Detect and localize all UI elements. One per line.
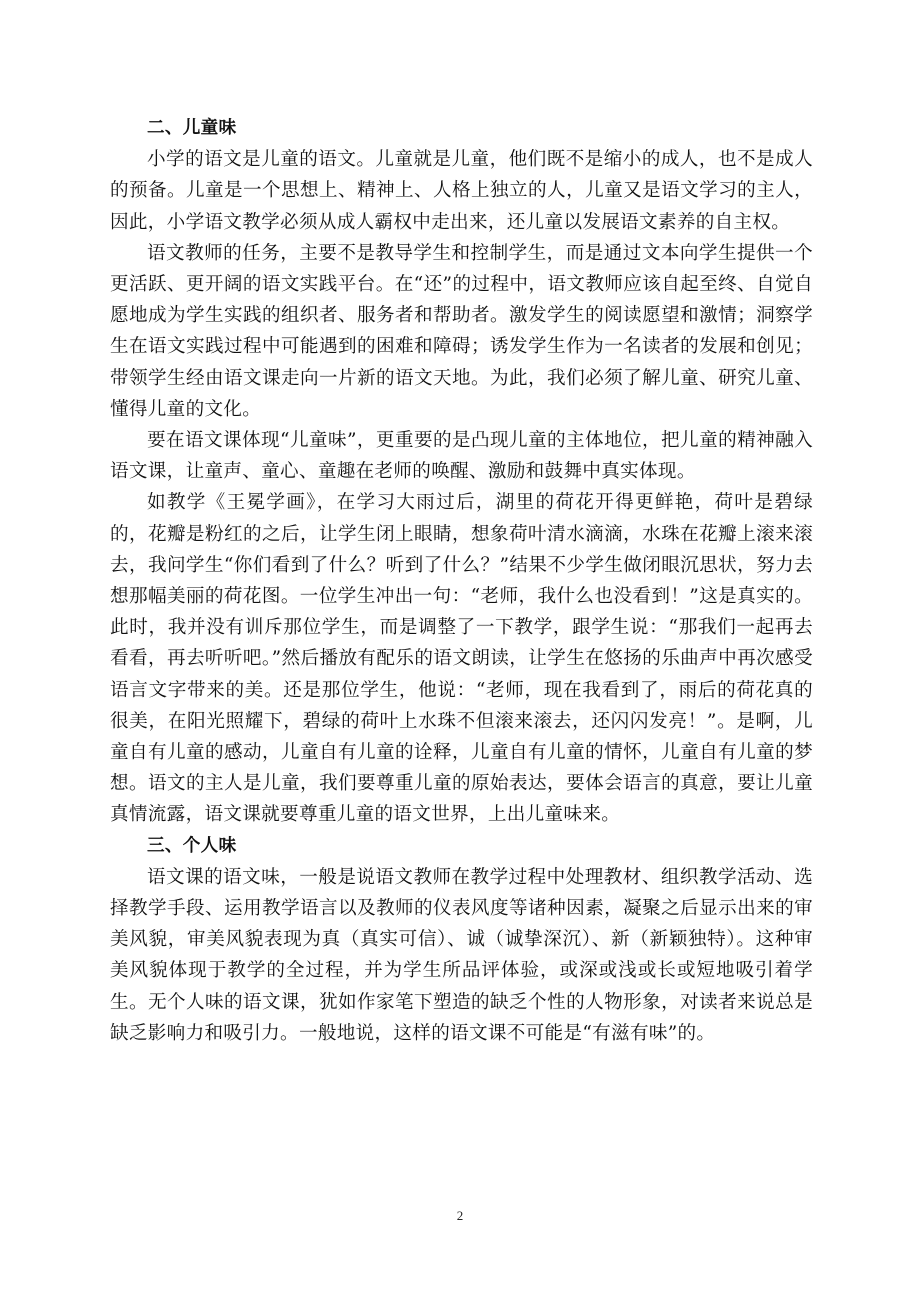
section-heading: 三、个人味 <box>147 835 237 856</box>
paragraph: 如教学《王冕学画》，在学习大雨过后，湖里的荷花开得更鲜艳，荷叶是碧绿的，花瓣是粉红的之后，让学生闭上眼睛，想象荷叶清水滴滴，水珠在花瓣上滚来滚去，我问学生“你们看到了什么？听到了什么？”结果不少学生做闭眼沉思状，努力去想那幅美丽的荷花图。一位学生冲出一句：“老师，我什么也没看到！”这是真实的。此时，我并没有训斥那位学生，而是调整了一下教学，跟学生说：“那我们一起再去看看，再去听听吧。”然后播放有配乐的语文朗读，让学生在悠扬的乐曲声中再次感受语言文字带来的美。还是那位学生，他说：“老师，现在我看到了，雨后的荷花真的很美，在阳光照耀下，碧绿的荷叶上水珠不但滚来滚去，还闪闪发亮！”。是啊，儿童自有儿童的感动，儿童自有儿童的诠释，儿童自有儿童的情怀，儿童自有儿童的梦想。语文的主人是儿童，我们要尊重儿童的原始表达，要体会语言的真意，要让儿童真情流露，语文课就要尊重儿童的语文世界，上出儿童味来。 <box>110 492 813 826</box>
paragraph: 语文教师的任务，主要不是教导学生和控制学生，而是通过文本向学生提供一个更活跃、更开阔的语文实践平台。在“还”的过程中，语文教师应该自起至终、自觉自愿地成为学生实践的组织者、服务者和帮助者。激发学生的阅读愿望和激情；洞察学生在语文实践过程中可能遇到的困难和障碍；诱发学生作为一名读者的发展和创见；带领学生经由语文课走向一片新的语文天地。为此，我们必须了解儿童、研究儿童、懂得儿童的文化。 <box>110 242 813 420</box>
paragraph: 要在语文课体现“儿童味”，更重要的是凸现儿童的主体地位，把儿童的精神融入语文课，让童声、童心、童趣在老师的唤醒、激励和鼓舞中真实体现。 <box>110 430 813 483</box>
page-content <box>110 113 813 1049</box>
section-heading: 二、儿童味 <box>147 118 237 138</box>
paragraph: 语文课的语文味，一般是说语文教师在教学过程中处理教材、组织教学活动、选择教学手段、运用教学语言以及教师的仪表风度等诸种因素，凝聚之后显示出来的审美风貌，审美风貌表现为真（真实可信）、诚（诚挚深沉）、新（新颖独特）。这种审美风貌体现于教学的全过程，并为学生所品评体验，或深或浅或长或短地吸引着学生。无个人味的语文课，犹如作家笔下塑造的缺乏个性的人物形象，对读者来说总是缺乏影响力和吸引力。一般地说，这样的语文课不可能是“有滋有味”的。 <box>110 866 813 1044</box>
paragraph: 小学的语文是儿童的语文。儿童就是儿童，他们既不是缩小的成人，也不是成人的预备。儿童是一个思想上、精神上、人格上独立的人，儿童又是语文学习的主人，因此，小学语文教学必须从成人霸权中走出来，还儿童以发展语文素养的自主权。 <box>110 149 813 233</box>
page-number: 2 <box>456 1208 464 1223</box>
